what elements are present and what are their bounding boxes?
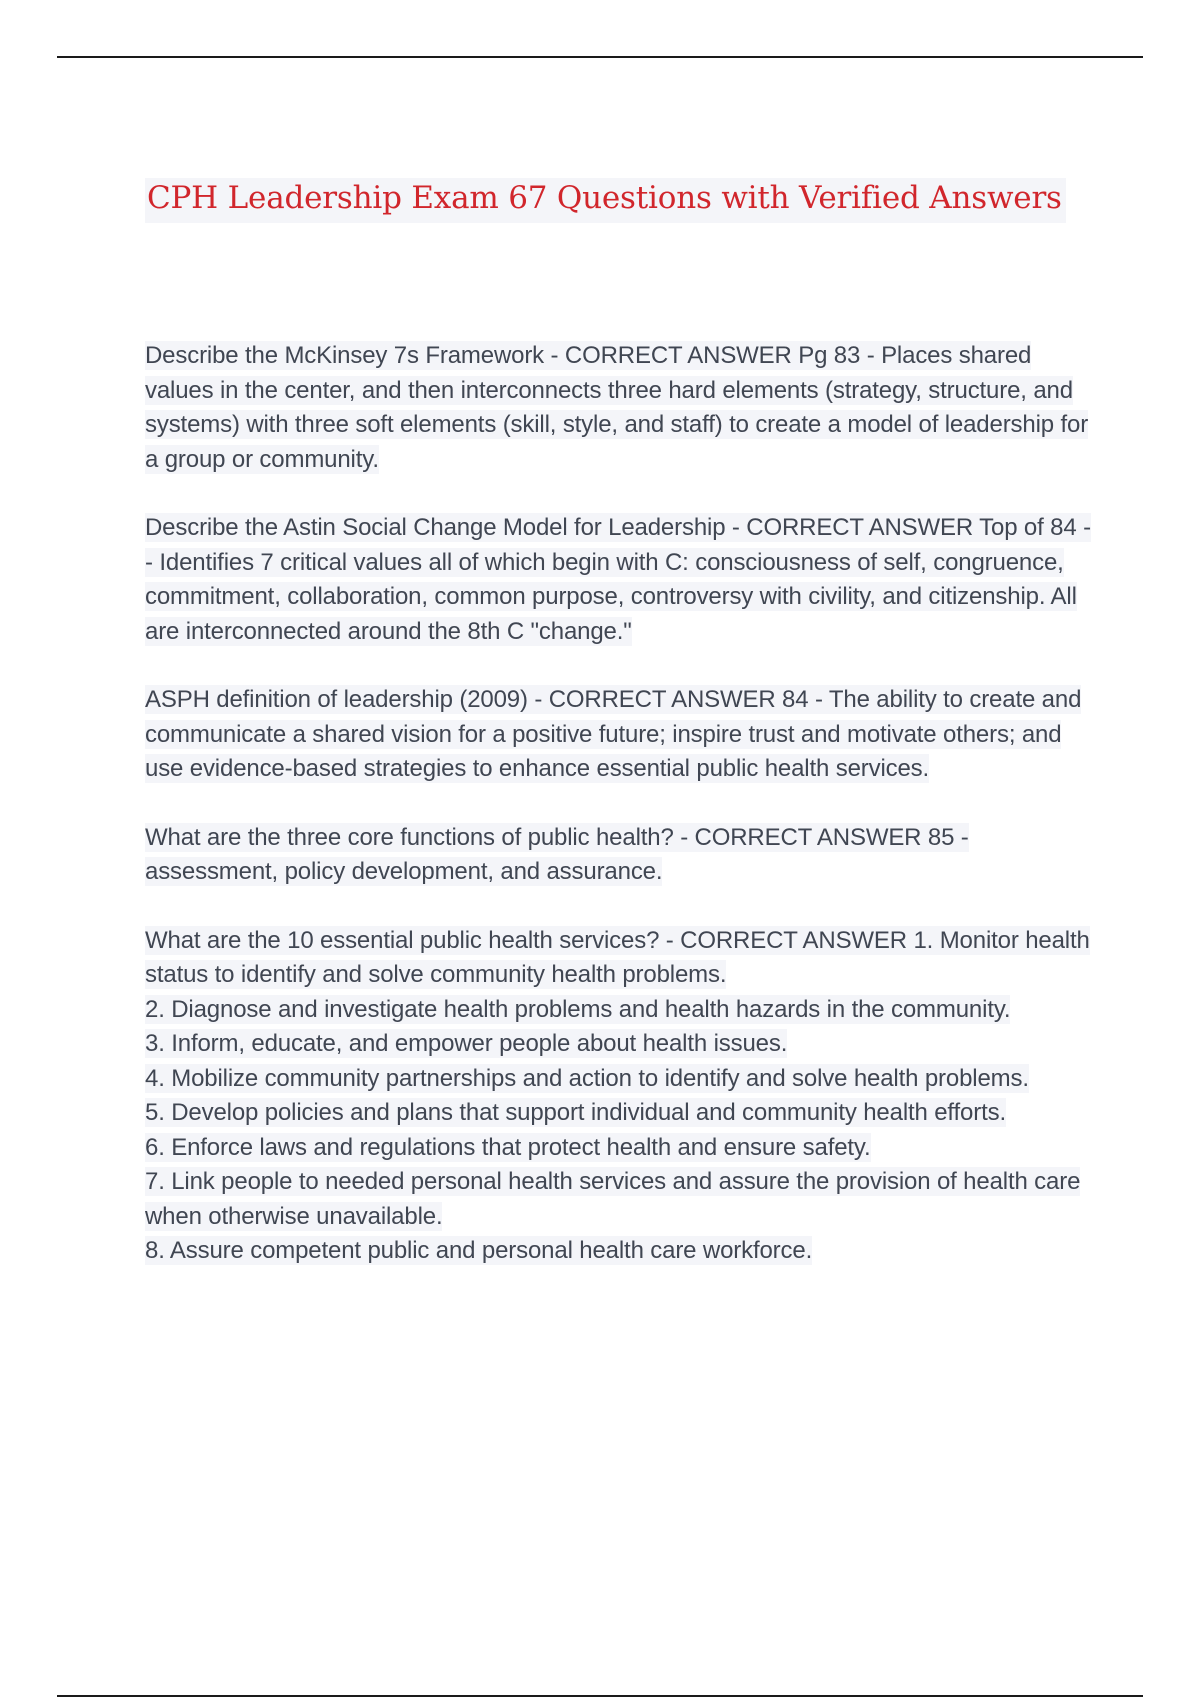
qa-text: Describe the Astin Social Change Model for Leadership - CORRECT ANSWER Top of 84 -- Identifies 7 critical values all of which begin with C: consciousness of self, congruence, commitment, collaboration, common purpose, controversy with civility, and citizenship. All are interconnected around the 8th C "change." bbox=[145, 514, 1091, 645]
qa-entry bbox=[145, 339, 1095, 477]
footer-rule bbox=[57, 1695, 1143, 1697]
service-item: 4. Mobilize community partnerships and action to identify and solve health problems. bbox=[145, 1064, 1029, 1092]
service-item: 5. Develop policies and plans that support individual and community health efforts. bbox=[145, 1099, 1006, 1127]
service-item: 2. Diagnose and investigate health problems and health hazards in the community. bbox=[145, 995, 1011, 1023]
qa-entry-essential-services bbox=[145, 924, 1095, 1269]
document-title: CPH Leadership Exam 67 Questions with Verified Answers bbox=[145, 178, 1066, 223]
service-item: 8. Assure competent public and personal health care workforce. bbox=[145, 1237, 813, 1265]
qa-text: What are the 10 essential public health services? - CORRECT ANSWER 1. Monitor health status to identify and solve community health problems. bbox=[145, 926, 1090, 989]
qa-entry bbox=[145, 821, 1095, 890]
qa-entry bbox=[145, 511, 1095, 649]
qa-text: What are the three core functions of public health? - CORRECT ANSWER 85 - assessment, policy development, and assurance. bbox=[145, 823, 969, 886]
qa-entry bbox=[145, 683, 1095, 787]
service-item: 3. Inform, educate, and empower people about health issues. bbox=[145, 1030, 788, 1058]
qa-text: ASPH definition of leadership (2009) - CORRECT ANSWER 84 - The ability to create and communicate a shared vision for a positive future; inspire trust and motivate others; and use evidence-based strategies to enhance essential public health services. bbox=[145, 686, 1082, 783]
document-page bbox=[145, 178, 1095, 1303]
qa-list bbox=[145, 339, 1095, 1269]
service-item: 7. Link people to needed personal health services and assure the provision of health care when otherwise unavailable. bbox=[145, 1168, 1081, 1230]
qa-text: Describe the McKinsey 7s Framework - CORRECT ANSWER Pg 83 - Places shared values in the center, and then interconnects three hard elements (strategy, structure, and systems) with three soft elements (skill, style, and staff) to create a model of leadership for a group or community. bbox=[145, 342, 1089, 473]
service-item: 6. Enforce laws and regulations that protect health and ensure safety. bbox=[145, 1133, 871, 1161]
header-rule bbox=[57, 56, 1143, 58]
